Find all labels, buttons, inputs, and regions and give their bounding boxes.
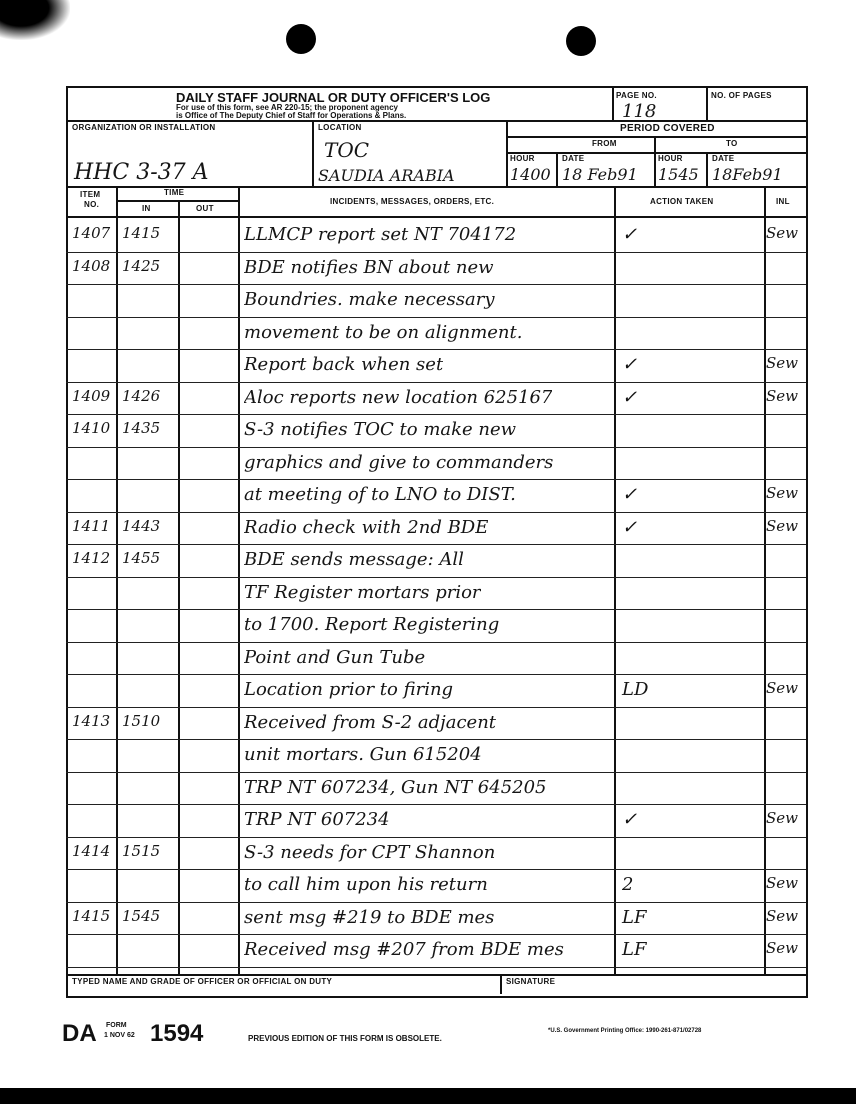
incident-text: sent msg #219 to BDE mes xyxy=(244,906,495,928)
journal-row xyxy=(0,643,856,675)
from-date-label: DATE xyxy=(562,154,585,163)
no-of-pages-label: NO. OF PAGES xyxy=(711,91,772,100)
incident-text: Boundries. make necessary xyxy=(244,289,495,310)
initials: Sew xyxy=(766,354,798,372)
form-subtitle-1: For use of this form, see AR 220-15; the proponent agency xyxy=(176,103,398,112)
location-label: LOCATION xyxy=(318,123,362,132)
incident-text: LLMCP report set NT 704172 xyxy=(244,224,517,245)
from-date-value: 18 Feb91 xyxy=(562,165,638,184)
journal-row xyxy=(0,903,856,935)
inl-label: INL xyxy=(776,197,790,206)
journal-row xyxy=(0,578,856,610)
rule xyxy=(506,120,508,188)
journal-row xyxy=(0,513,856,545)
punch-hole-left xyxy=(286,24,316,54)
incident-text: TF Register mortars prior xyxy=(244,581,481,603)
org-value: HHC 3-37 A xyxy=(74,160,209,185)
time-in: 1425 xyxy=(122,256,161,275)
action-taken: ✓ xyxy=(622,224,638,245)
initials: Sew xyxy=(766,939,798,957)
action-taken: ✓ xyxy=(622,354,638,375)
form-da: DA xyxy=(62,1020,97,1047)
journal-row xyxy=(0,480,856,512)
scan-bottom-border xyxy=(0,1088,856,1104)
item-number: 1408 xyxy=(72,256,111,275)
time-in: 1545 xyxy=(122,906,161,925)
initials: Sew xyxy=(766,874,798,892)
item-label: ITEM xyxy=(80,190,101,199)
item-number: 1411 xyxy=(72,516,111,535)
from-label: FROM xyxy=(592,139,617,148)
journal-row xyxy=(0,838,856,870)
journal-row xyxy=(0,610,856,642)
no-label: NO. xyxy=(84,200,100,209)
action-taken: ✓ xyxy=(622,809,638,830)
incident-text: graphics and give to commanders xyxy=(244,451,554,473)
action-taken: ✓ xyxy=(622,386,638,408)
initials: Sew xyxy=(766,386,798,405)
rule xyxy=(506,152,806,154)
action-taken: ✓ xyxy=(622,484,638,505)
item-number: 1409 xyxy=(72,386,111,405)
incident-text: TRP NT 607234, Gun NT 645205 xyxy=(244,776,547,798)
item-number: 1407 xyxy=(72,224,111,242)
form-title: DAILY STAFF JOURNAL OR DUTY OFFICER'S LOG xyxy=(176,90,491,105)
incidents-label: INCIDENTS, MESSAGES, ORDERS, ETC. xyxy=(330,197,495,206)
form-subtitle-2: is Office of The Deputy Chief of Staff for Operations & Plans. xyxy=(176,111,407,120)
from-hour-label: HOUR xyxy=(510,154,535,163)
time-in: 1455 xyxy=(122,549,161,567)
initials: Sew xyxy=(766,906,798,925)
previous-edition-note: PREVIOUS EDITION OF THIS FORM IS OBSOLETE. xyxy=(248,1034,442,1043)
rule xyxy=(706,152,708,188)
rule xyxy=(556,152,558,188)
scan-smudge xyxy=(0,0,70,40)
incident-text: Aloc reports new location 625167 xyxy=(244,386,553,408)
incident-text: movement to be on alignment. xyxy=(244,321,523,343)
incident-text: Report back when set xyxy=(244,354,444,375)
action-taken: 2 xyxy=(622,874,634,895)
incident-text: to 1700. Report Registering xyxy=(244,614,500,635)
action-taken: LF xyxy=(622,906,647,928)
journal-row xyxy=(0,253,856,285)
to-hour-label: HOUR xyxy=(658,154,683,163)
rule xyxy=(66,974,806,976)
page-no-value: 118 xyxy=(622,101,657,122)
journal-row xyxy=(0,675,856,707)
incident-text: BDE notifies BN about new xyxy=(244,256,494,278)
time-in: 1443 xyxy=(122,516,161,535)
incident-text: to call him upon his return xyxy=(244,874,488,895)
rule xyxy=(312,120,314,188)
time-in: 1515 xyxy=(122,841,161,860)
incident-text: Received msg #207 from BDE mes xyxy=(244,939,564,960)
org-label: ORGANIZATION OR INSTALLATION xyxy=(72,123,216,132)
action-taken-label: ACTION TAKEN xyxy=(650,197,714,206)
rule xyxy=(506,136,806,138)
journal-row xyxy=(0,870,856,902)
page-no-label: PAGE NO. xyxy=(616,91,657,100)
initials: Sew xyxy=(766,809,798,827)
form-number: 1594 xyxy=(150,1020,204,1047)
typed-name-label: TYPED NAME AND GRADE OF OFFICER OR OFFICIAL ON DUTY xyxy=(72,977,333,986)
item-number: 1414 xyxy=(72,841,111,860)
action-taken: LD xyxy=(622,679,649,700)
rule xyxy=(66,216,806,218)
incident-text: Point and Gun Tube xyxy=(244,646,426,668)
incident-text: S-3 needs for CPT Shannon xyxy=(244,841,496,863)
time-in: 1435 xyxy=(122,419,161,437)
location-value-1: TOC xyxy=(324,138,370,162)
item-number: 1413 xyxy=(72,711,111,730)
journal-row xyxy=(0,740,856,772)
form-date: 1 NOV 62 xyxy=(104,1032,135,1039)
signature-label: SIGNATURE xyxy=(506,977,556,986)
journal-row xyxy=(0,545,856,577)
in-label: IN xyxy=(142,204,151,213)
time-label: TIME xyxy=(164,188,185,197)
action-taken: LF xyxy=(622,939,647,960)
incident-text: unit mortars. Gun 615204 xyxy=(244,744,482,765)
rule xyxy=(612,86,614,122)
to-date-label: DATE xyxy=(712,154,735,163)
initials: Sew xyxy=(766,679,798,697)
journal-row xyxy=(0,708,856,740)
to-date-value: 18Feb91 xyxy=(712,165,783,184)
gpo-note: *U.S. Government Printing Office: 1990-261-871/02728 xyxy=(548,1028,702,1034)
item-number: 1412 xyxy=(72,549,111,567)
time-in: 1510 xyxy=(122,711,161,730)
location-value-2: SAUDIA ARABIA xyxy=(318,166,455,185)
rule xyxy=(500,974,502,994)
journal-row xyxy=(0,318,856,350)
rule xyxy=(654,136,656,188)
incident-text: Location prior to firing xyxy=(244,679,454,700)
rule xyxy=(706,86,708,122)
incident-text: S-3 notifies TOC to make new xyxy=(244,419,517,440)
journal-row xyxy=(0,383,856,415)
journal-row xyxy=(0,285,856,317)
row-rule xyxy=(66,967,806,968)
period-covered-label: PERIOD COVERED xyxy=(620,123,715,134)
action-taken: ✓ xyxy=(622,516,638,538)
incident-text: Received from S-2 adjacent xyxy=(244,711,497,733)
journal-row xyxy=(0,448,856,480)
to-label: TO xyxy=(726,139,738,148)
form-word: FORM xyxy=(106,1022,127,1029)
journal-row xyxy=(0,805,856,837)
incident-text: BDE sends message: All xyxy=(244,549,464,570)
to-hour-value: 1545 xyxy=(658,165,699,184)
rule xyxy=(66,120,806,122)
item-number: 1410 xyxy=(72,419,111,437)
item-number: 1415 xyxy=(72,906,111,925)
initials: Sew xyxy=(766,516,798,535)
punch-hole-right xyxy=(566,26,596,56)
incident-text: at meeting of to LNO to DIST. xyxy=(244,484,516,505)
initials: Sew xyxy=(766,224,798,242)
journal-row xyxy=(0,935,856,967)
journal-row xyxy=(0,415,856,447)
from-hour-value: 1400 xyxy=(510,165,551,184)
incident-text: Radio check with 2nd BDE xyxy=(244,516,489,538)
initials: Sew xyxy=(766,484,798,502)
journal-row xyxy=(0,350,856,382)
time-in: 1426 xyxy=(122,386,161,405)
time-in: 1415 xyxy=(122,224,161,242)
journal-row xyxy=(0,773,856,805)
out-label: OUT xyxy=(196,204,214,213)
incident-text: TRP NT 607234 xyxy=(244,809,390,830)
journal-row xyxy=(0,220,856,252)
